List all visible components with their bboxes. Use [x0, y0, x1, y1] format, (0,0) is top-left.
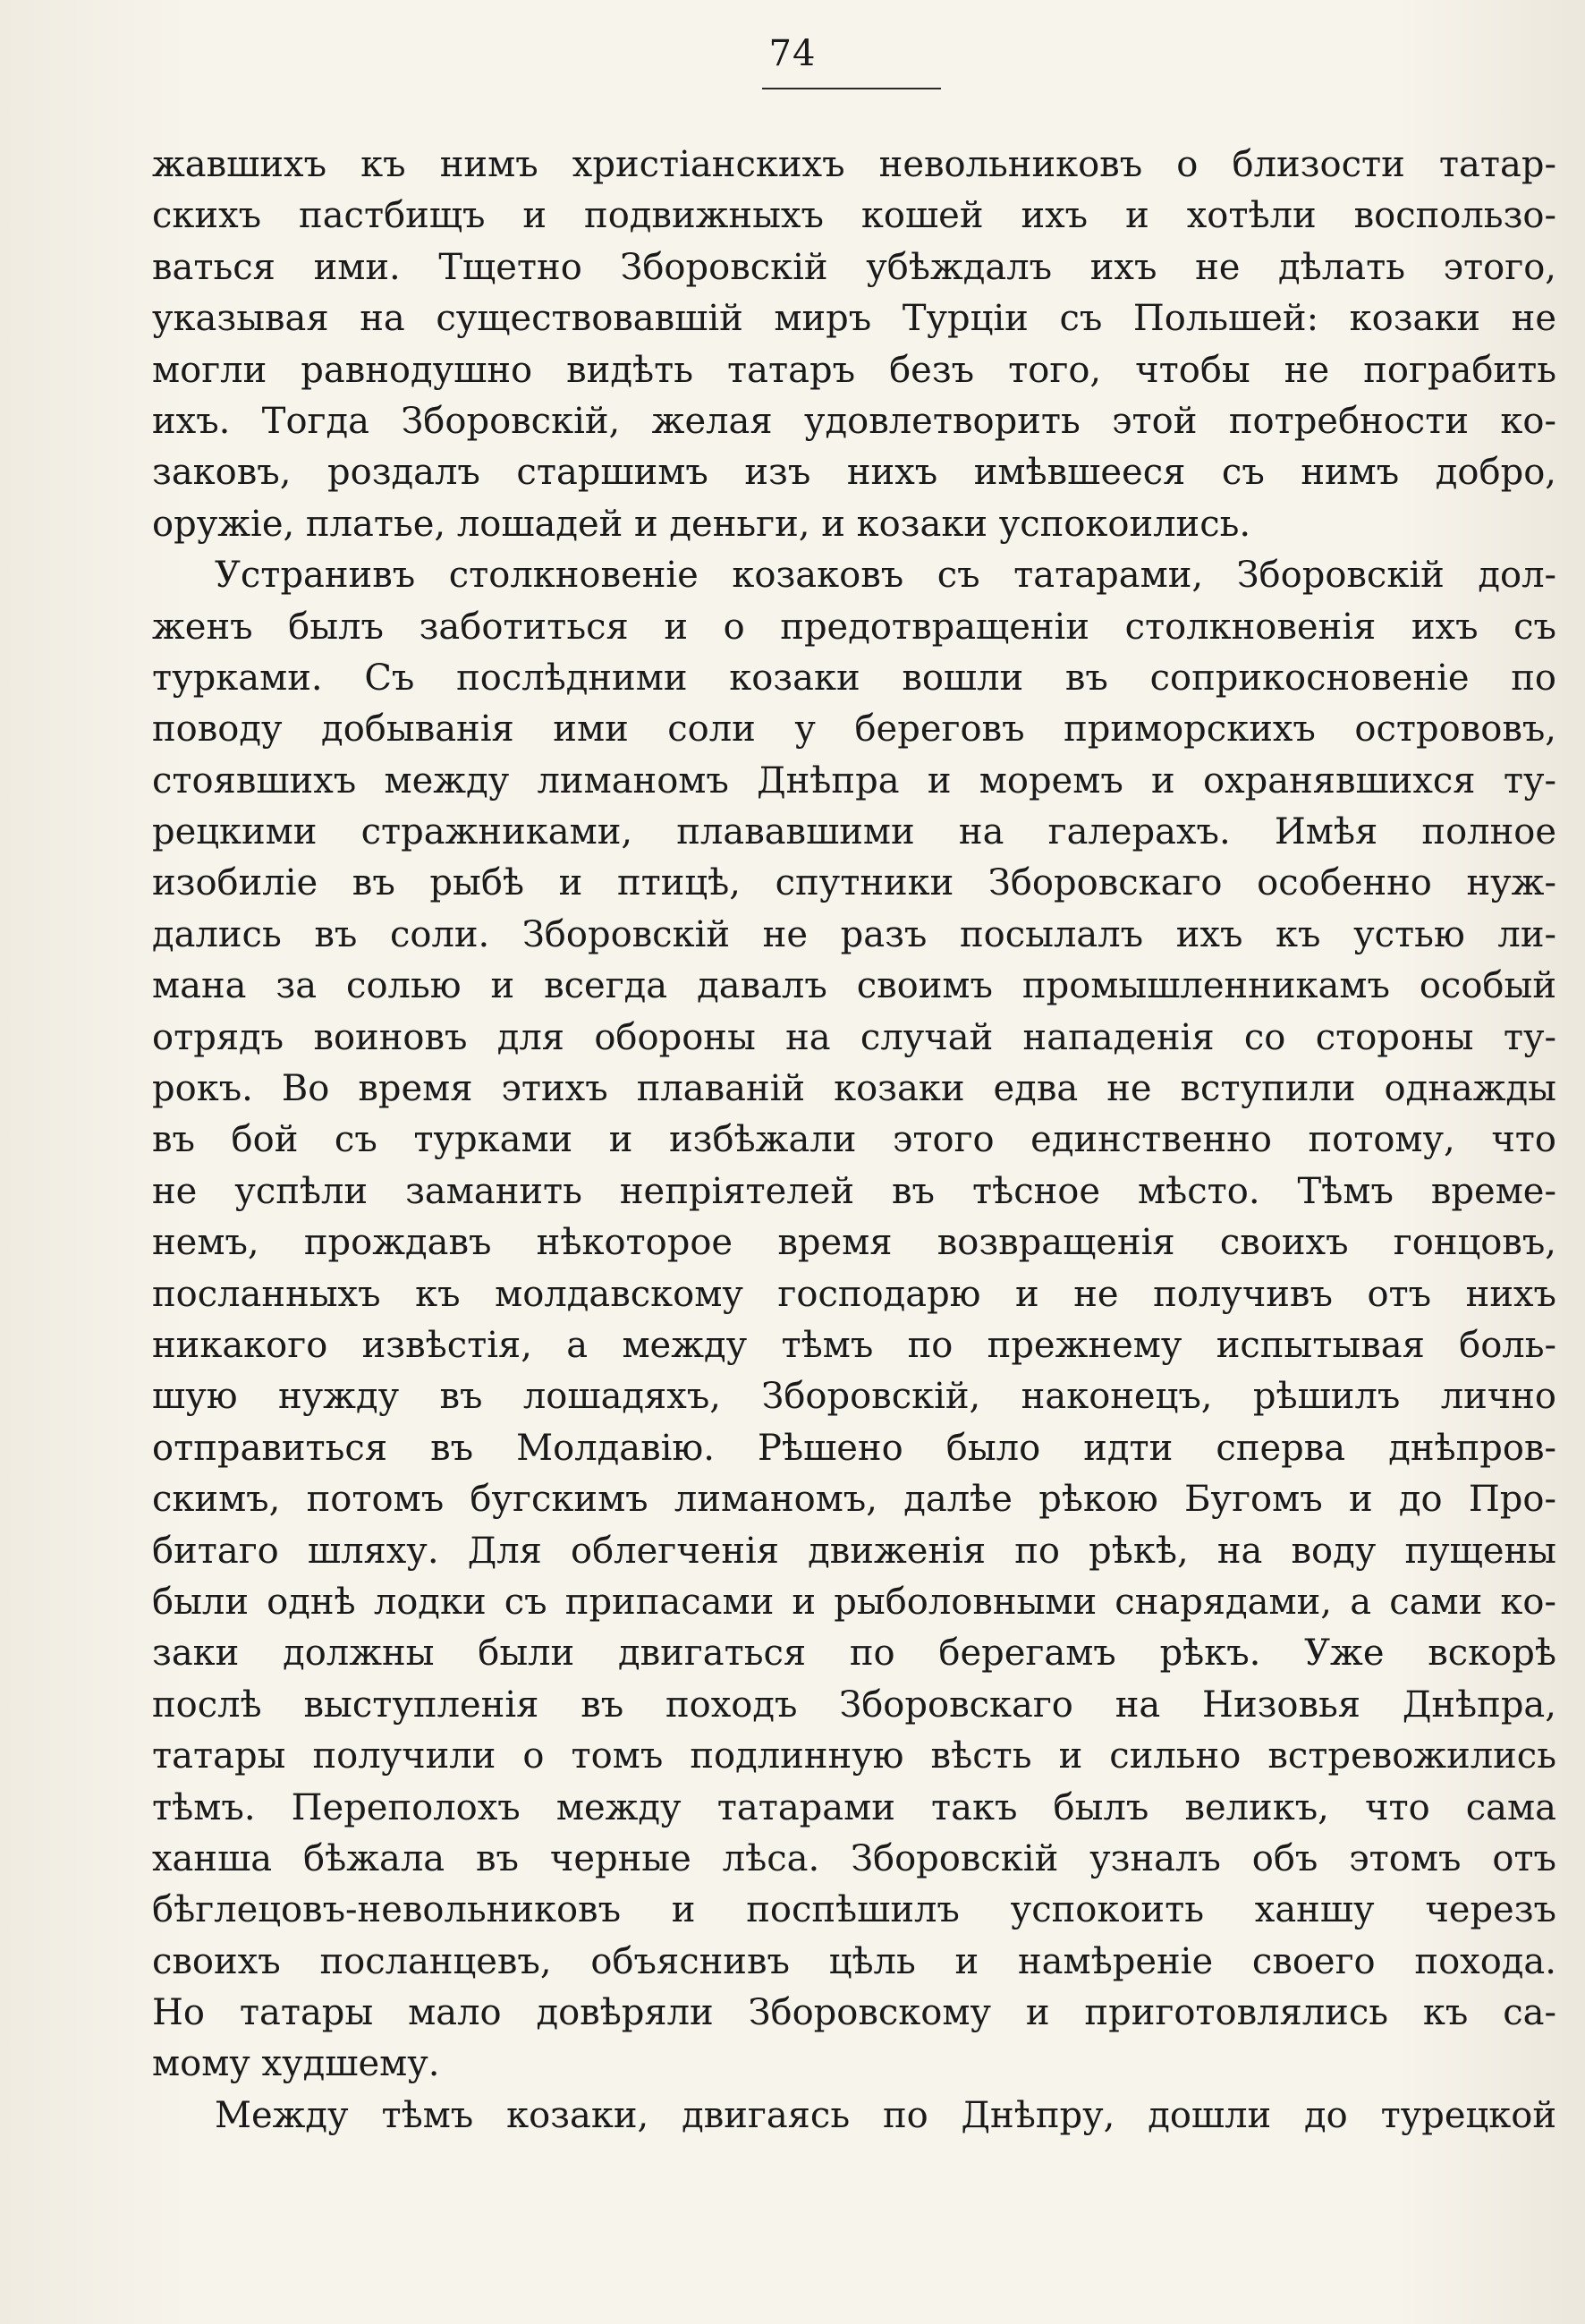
text-line: могли равнодушно видѣть татаръ безъ того, чтобы не пограбить: [152, 349, 1556, 391]
text-line: мана за солью и всегда давалъ своимъ промышленникамъ особый: [152, 965, 1556, 1007]
text-line: оружіе, платье, лошадей и деньги, и козаки успокоились.: [152, 503, 1251, 545]
text-line: татары получили о томъ подлинную вѣсть и сильно встревожились: [152, 1735, 1556, 1777]
text-line: немъ, прождавъ нѣкоторое время возвращенія своихъ гонцовъ,: [152, 1222, 1556, 1264]
text-line: рецкими стражниками, плававшими на галерахъ. Имѣя полное: [152, 811, 1556, 853]
text-line: ихъ. Тогда Зборовскій, желая удовлетворить этой потребности ко-: [152, 400, 1556, 442]
text-line: никакого извѣстія, а между тѣмъ по прежнему испытывая боль-: [152, 1324, 1556, 1366]
text-line: тѣмъ. Переполохъ между татарами такъ былъ великъ, что сама: [152, 1786, 1556, 1828]
text-line: рокъ. Во время этихъ плаваній козаки едва не вступили однажды: [152, 1068, 1556, 1110]
text-line: посланныхъ къ молдавскому господарю и не получивъ отъ нихъ: [152, 1273, 1556, 1315]
text-line: мому худшему.: [152, 2043, 440, 2085]
text-line: Между тѣмъ козаки, двигаясь по Днѣпру, дошли до турецкой: [215, 2094, 1556, 2136]
text-line: Устранивъ столкновеніе козаковъ съ татарами, Зборовскій дол-: [215, 555, 1556, 597]
text-line: ваться ими. Тщетно Зборовскій убѣждалъ ихъ не дѣлать этого,: [152, 246, 1556, 288]
text-line: дались въ соли. Зборовскій не разъ посылалъ ихъ къ устью ли-: [152, 913, 1556, 955]
text-line: битаго шляху. Для облегченія движенія по рѣкѣ, на воду пущены: [152, 1530, 1556, 1572]
body-text: [152, 140, 1556, 2142]
text-line: своихъ посланцевъ, объяснивъ цѣль и намѣреніе своего похода.: [152, 1940, 1556, 1982]
text-line: послѣ выступленія въ походъ Зборовскаго на Низовья Днѣпра,: [152, 1684, 1556, 1726]
text-line: заковъ, роздалъ старшимъ изъ нихъ имѣвшееся съ нимъ добро,: [152, 452, 1556, 494]
text-line: въ бой съ турками и избѣжали этого единственно потому, что: [152, 1119, 1556, 1161]
page-number-rule: [762, 88, 941, 89]
text-line: были однѣ лодки съ припасами и рыболовными снарядами, а сами ко-: [152, 1581, 1556, 1623]
text-line: ханша бѣжала въ черные лѣса. Зборовскій узналъ объ этомъ отъ: [152, 1837, 1556, 1879]
text-line: не успѣли заманить непріятелей въ тѣсное мѣсто. Тѣмъ време-: [152, 1170, 1556, 1212]
text-line: турками. Съ послѣдними козаки вошли въ соприкосновеніе по: [152, 657, 1556, 699]
page-number: 74: [768, 33, 817, 74]
text-line: заки должны были двигаться по берегамъ рѣкъ. Уже вскорѣ: [152, 1633, 1556, 1675]
text-line: стоявшихъ между лиманомъ Днѣпра и моремъ и охранявшихся ту-: [152, 759, 1556, 802]
text-line: отправиться въ Молдавію. Рѣшено было идти сперва днѣпров-: [152, 1427, 1556, 1469]
text-line: изобиліе въ рыбѣ и птицѣ, спутники Зборовскаго особенно нуж-: [152, 862, 1556, 904]
text-line: указывая на существовавшій миръ Турціи съ Польшей: козаки не: [152, 298, 1556, 340]
text-line: Но татары мало довѣряли Зборовскому и приготовлялись къ са-: [152, 1992, 1556, 2034]
text-line: поводу добыванія ими соли у береговъ приморскихъ острововъ,: [152, 708, 1556, 751]
text-line: жавшихъ къ нимъ христіанскихъ невольниковъ о близости татар-: [152, 144, 1556, 185]
text-line: шую нужду въ лошадяхъ, Зборовскій, наконецъ, рѣшилъ лично: [152, 1376, 1556, 1418]
text-line: отрядъ воиновъ для обороны на случай нападенія со стороны ту-: [152, 1016, 1556, 1058]
text-line: скихъ пастбищъ и подвижныхъ кошей ихъ и хотѣли воспользо-: [152, 195, 1556, 237]
text-line: скимъ, потомъ бугскимъ лиманомъ, далѣе рѣкою Бугомъ и до Про-: [152, 1479, 1556, 1521]
text-line: бѣглецовъ-невольниковъ и поспѣшилъ успокоить ханшу черезъ: [152, 1889, 1556, 1931]
text-line: женъ былъ заботиться и о предотвращеніи столкновенія ихъ съ: [152, 606, 1556, 648]
